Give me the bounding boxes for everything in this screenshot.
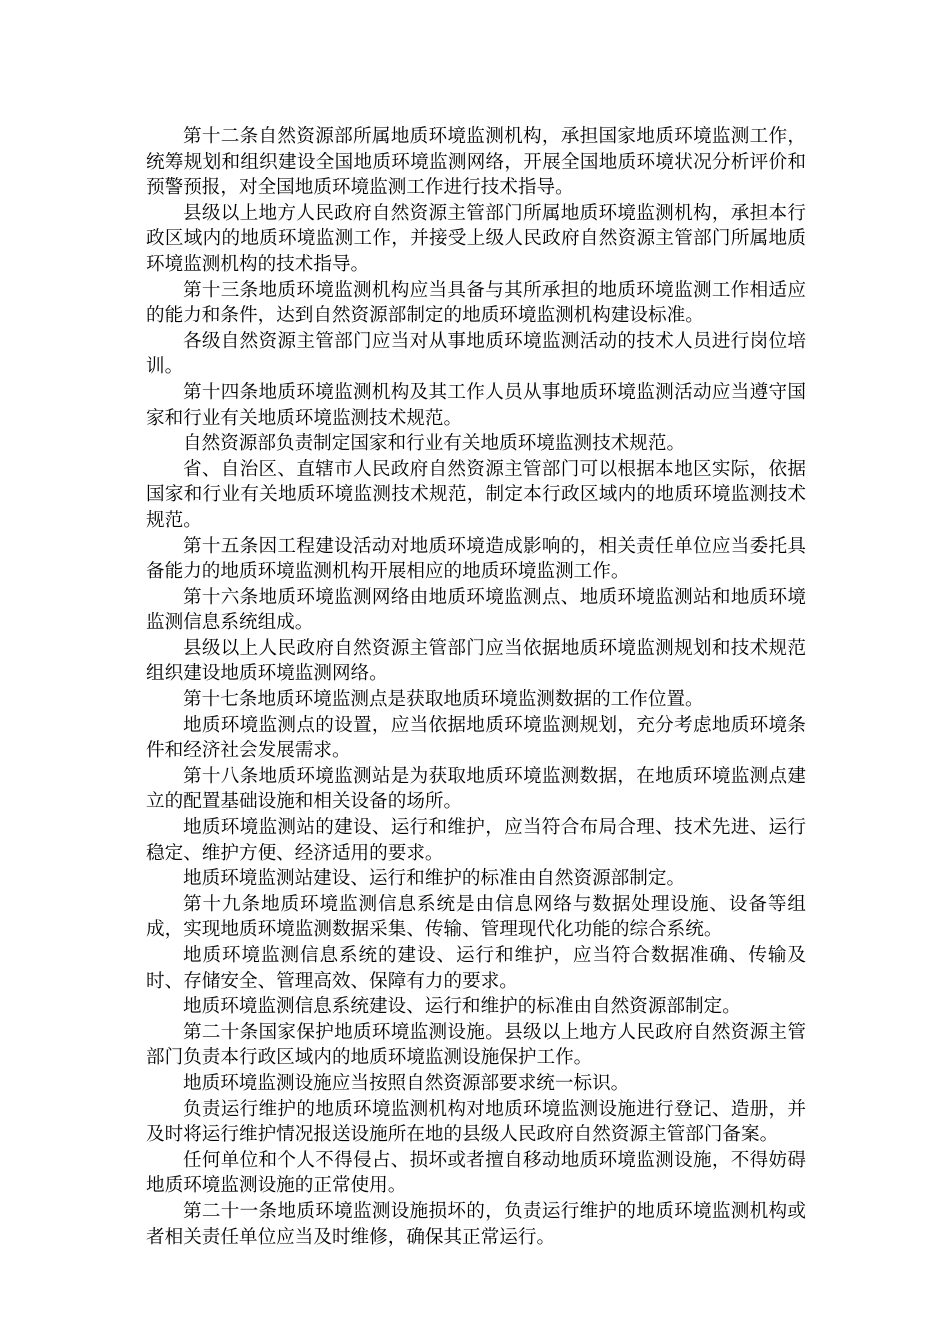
paragraph: 地质环境监测点的设置，应当依据地质环境监测规划，充分考虑地质环境条件和经济社会发展需求。	[146, 714, 806, 762]
paragraph: 地质环境监测站建设、运行和维护的标准由自然资源部制定。	[183, 868, 686, 890]
paragraph-article-13: 第十三条地质环境监测机构应当具备与其所承担的地质环境监测工作相适应的能力和条件，达到自然资源部制定的地质环境监测机构建设标准。	[146, 279, 806, 327]
paragraph-article-17: 第十七条地质环境监测点是获取地质环境监测数据的工作位置。	[183, 689, 704, 711]
paragraph: 省、自治区、直辖市人民政府自然资源主管部门可以根据本地区实际，依据国家和行业有关地质环境监测技术规范，制定本行政区域内的地质环境监测技术规范。	[146, 458, 806, 531]
paragraph: 地质环境监测站的建设、运行和维护，应当符合布局合理、技术先进、运行稳定、维护方便、经济适用的要求。	[146, 817, 806, 864]
document-body	[146, 124, 806, 1250]
paragraph: 各级自然资源主管部门应当对从事地质环境监测活动的技术人员进行岗位培训。	[146, 330, 806, 378]
paragraph: 地质环境监测设施应当按照自然资源部要求统一标识。	[183, 1072, 630, 1094]
paragraph: 地质环境监测信息系统建设、运行和维护的标准由自然资源部制定。	[183, 996, 741, 1018]
paragraph-article-12: 第十二条自然资源部所属地质环境监测机构，承担国家地质环境监测工作，统筹规划和组织建设全国地质环境监测网络，开展全国地质环境状况分析评价和预警预报，对全国地质环境监测工作进行技术指导。	[146, 126, 806, 199]
paragraph: 地质环境监测信息系统的建设、运行和维护，应当符合数据准确、传输及时、存储安全、管理高效、保障有力的要求。	[146, 945, 806, 992]
paragraph-article-18: 第十八条地质环境监测站是为获取地质环境监测数据，在地质环境监测点建立的配置基础设施和相关设备的场所。	[146, 765, 806, 813]
paragraph-article-21: 第二十一条地质环境监测设施损坏的，负责运行维护的地质环境监测机构或者相关责任单位应当及时维修，确保其正常运行。	[146, 1200, 806, 1248]
paragraph-article-16: 第十六条地质环境监测网络由地质环境监测点、地质环境监测站和地质环境监测信息系统组成。	[146, 586, 806, 634]
paragraph: 自然资源部负责制定国家和行业有关地质环境监测技术规范。	[183, 433, 686, 455]
paragraph-article-19: 第十九条地质环境监测信息系统是由信息网络与数据处理设施、设备等组成，实现地质环境监测数据采集、传输、管理现代化功能的综合系统。	[146, 893, 806, 941]
paragraph: 县级以上地方人民政府自然资源主管部门所属地质环境监测机构，承担本行政区域内的地质环境监测工作，并接受上级人民政府自然资源主管部门所属地质环境监测机构的技术指导。	[146, 202, 806, 275]
paragraph: 负责运行维护的地质环境监测机构对地质环境监测设施进行登记、造册，并及时将运行维护情况报送设施所在地的县级人民政府自然资源主管部门备案。	[146, 1098, 806, 1146]
paragraph: 县级以上人民政府自然资源主管部门应当依据地质环境监测规划和技术规范组织建设地质环境监测网络。	[146, 637, 806, 685]
paragraph-article-15: 第十五条因工程建设活动对地质环境造成影响的，相关责任单位应当委托具备能力的地质环境监测机构开展相应的地质环境监测工作。	[146, 535, 806, 583]
paragraph-article-20: 第二十条国家保护地质环境监测设施。县级以上地方人民政府自然资源主管部门负责本行政区域内的地质环境监测设施保护工作。	[146, 1021, 806, 1069]
paragraph-article-14: 第十四条地质环境监测机构及其工作人员从事地质环境监测活动应当遵守国家和行业有关地质环境监测技术规范。	[146, 381, 806, 429]
paragraph: 任何单位和个人不得侵占、损坏或者擅自移动地质环境监测设施，不得妨碍地质环境监测设施的正常使用。	[146, 1149, 806, 1197]
